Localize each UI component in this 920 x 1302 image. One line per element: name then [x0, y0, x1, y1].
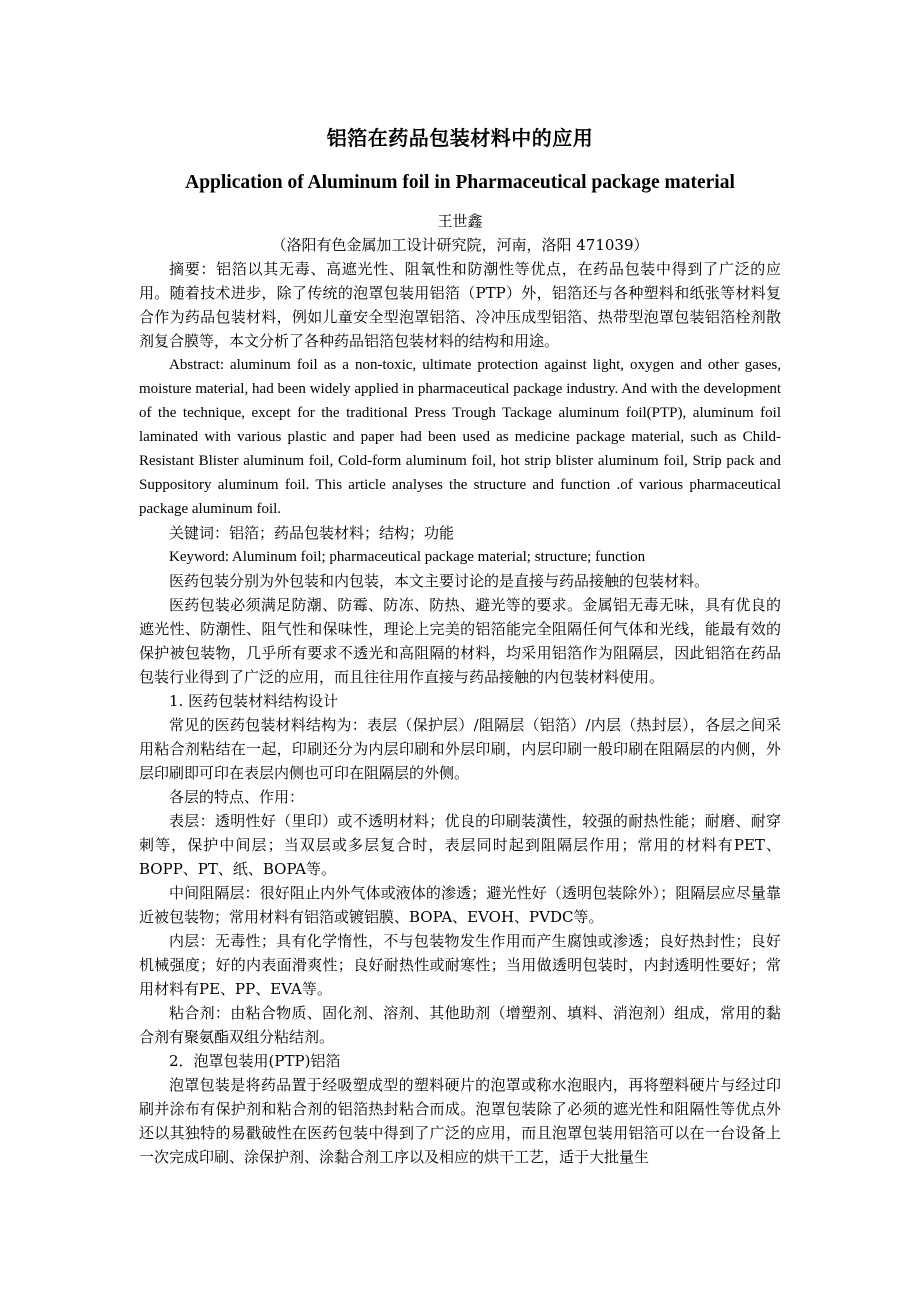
section-1-paragraph-3: 表层：透明性好（里印）或不透明材料；优良的印刷装潢性，较强的耐热性能；耐磨、耐穿刺等，保护中间层；当双层或多层复合时，表层同时起到阻隔层作用；常用的材料有PET、BOPP、PT、纸、BOPA等。 [139, 812, 781, 878]
abstract-english: Abstract: aluminum foil as a non-toxic, ultimate protection against light, oxygen and other gases, moisture material, had been widely applied in pharmaceutical package industry. And with the development of the technique, except for the traditional Press Trough Tackage aluminum foil(PTP), aluminum foil laminated with various plastic and paper had been used as medicine package material, such as Child-Resistant Blister aluminum foil, Cold-form aluminum foil, hot strip blister aluminum foil, Strip pack and Suppository aluminum foil. This article analyses the structure and function .of various pharmaceutical package aluminum foil. [139, 357, 781, 517]
section-1-paragraph-6: 粘合剂：由粘合物质、固化剂、溶剂、其他助剂（增塑剂、填料、消泡剂）组成，常用的黏合剂有聚氨酯双组分粘结剂。 [139, 1004, 781, 1046]
document-body [139, 257, 781, 1169]
section-1-paragraph-1: 常见的医药包装材料结构为：表层（保护层）/阻隔层（铝箔）/内层（热封层），各层之间采用粘合剂粘结在一起，印刷还分为内层印刷和外层印刷，内层印刷一般印刷在阻隔层的内侧，外层印刷即可印在表层内侧也可印在阻隔层的外侧。 [139, 716, 781, 782]
keywords-chinese: 关键词：铝箔；药品包装材料；结构；功能 [169, 524, 455, 542]
keywords-english: Keyword: Aluminum foil; pharmaceutical package material; structure; function [169, 549, 646, 565]
title-chinese: 铝箔在药品包装材料中的应用 [326, 126, 594, 150]
section-1-paragraph-2: 各层的特点、作用： [169, 788, 305, 806]
intro-paragraph-1: 医药包装分别为外包装和内包装，本文主要讨论的是直接与药品接触的包装材料。 [169, 572, 710, 590]
abstract-chinese: 摘要：铝箔以其无毒、高遮光性、阻氧性和防潮性等优点，在药品包装中得到了广泛的应用。随着技术进步，除了传统的泡罩包装用铝箔（PTP）外，铝箔还与各种塑料和纸张等材料复合作为药品包装材料，例如儿童安全型泡罩铝箔、冷冲压成型铝箔、热带型泡罩包装铝箔栓剂散剂复合膜等，本文分析了各种药品铝箔包装材料的结构和用途。 [139, 260, 781, 350]
intro-paragraph-2: 医药包装必须满足防潮、防霉、防冻、防热、避光等的要求。金属铝无毒无味，具有优良的遮光性、防潮性、阻气性和保味性，理论上完美的铝箔能完全阻隔任何气体和光线，能最有效的保护被包装物，几乎所有要求不透光和高阻隔的材料，均采用铝箔作为阻隔层，因此铝箔在药品包装行业得到了广泛的应用，而且往往用作直接与药品接触的内包装材料使用。 [139, 596, 781, 686]
author-name: 王世鑫 [437, 212, 483, 230]
section-2-heading: 2．泡罩包装用(PTP)铝箔 [169, 1052, 341, 1070]
title-english: Application of Aluminum foil in Pharmaceutical package material [185, 172, 735, 193]
section-2-paragraph-1: 泡罩包装是将药品置于经吸塑成型的塑料硬片的泡罩或称水泡眼内，再将塑料硬片与经过印刷并涂布有保护剂和粘合剂的铝箔热封粘合而成。泡罩包装除了必须的遮光性和阻隔性等优点外还以其独特的易戳破性在医药包装中得到了广泛的应用，而且泡罩包装用铝箔可以在一台设备上一次完成印刷、涂保护剂、涂黏合剂工序以及相应的烘干工艺，适于大批量生 [139, 1076, 781, 1166]
author-affiliation: （洛阳有色金属加工设计研究院，河南，洛阳 471039） [271, 236, 649, 254]
section-1-paragraph-4: 中间阻隔层：很好阻止内外气体或液体的渗透；避光性好（透明包装除外）；阻隔层应尽量靠近被包装物；常用材料有铝箔或镀铝膜、BOPA、EVOH、PVDC等。 [139, 884, 781, 926]
section-1-paragraph-5: 内层：无毒性；具有化学惰性，不与包装物发生作用而产生腐蚀或渗透；良好热封性；良好机械强度；好的内表面滑爽性；良好耐热性或耐寒性；当用做透明包装时，内封透明性要好；常用材料有PE、PP、EVA等。 [139, 932, 781, 998]
section-1-heading: 1. 医药包装材料结构设计 [169, 692, 339, 710]
